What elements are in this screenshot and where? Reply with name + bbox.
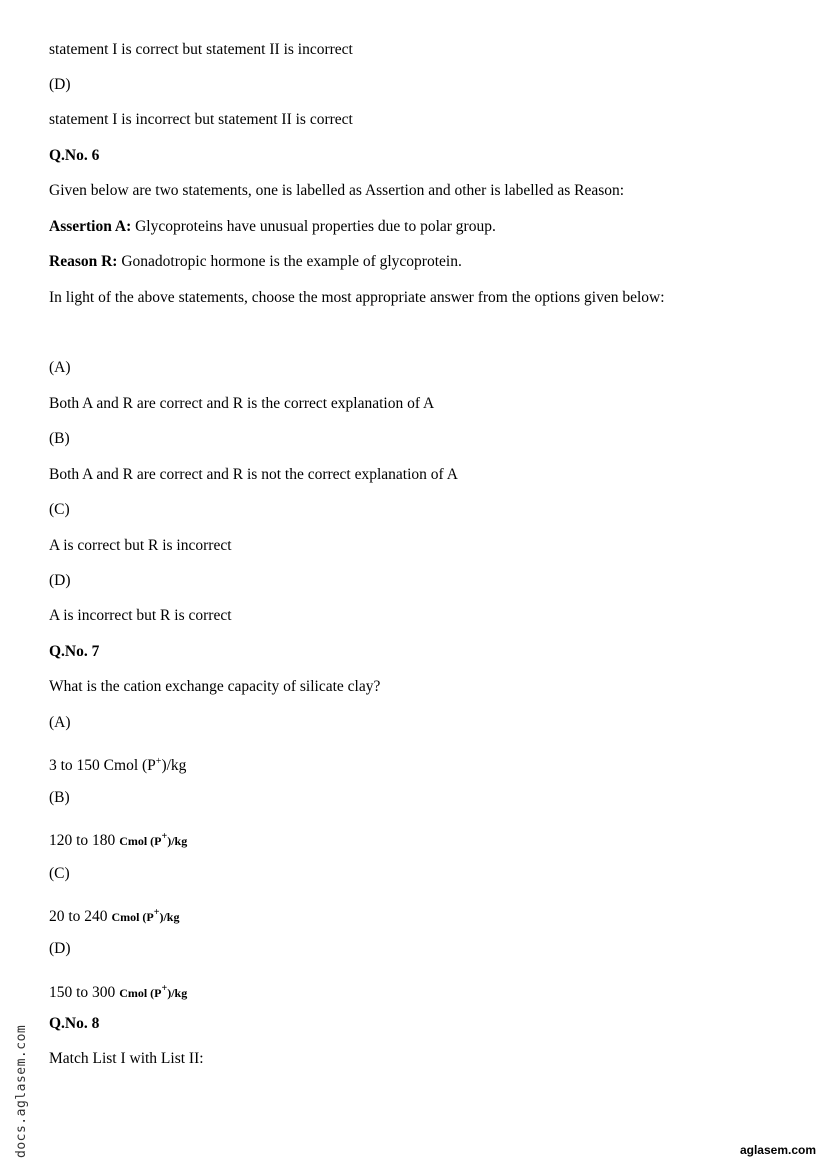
q7-c-unit — [111, 907, 180, 924]
brand-watermark: aglasem.com — [739, 1143, 816, 1157]
q7-d-sup: + — [161, 983, 168, 994]
q7-b-unit-pre: Cmol (P — [119, 834, 162, 848]
q7-option-c-label: (C) — [49, 865, 70, 882]
q6-option-c-label: (C) — [49, 501, 70, 518]
reason-text: Gonadotropic hormone is the example of glycoprotein. — [117, 253, 462, 270]
q7-c-range: 20 to 240 — [49, 908, 112, 925]
q7-option-d-text — [49, 980, 187, 1002]
question-7-heading: Q.No. 7 — [49, 643, 100, 660]
q7-c-sup: + — [153, 907, 160, 918]
q7-a-post: )/kg — [161, 757, 187, 774]
question-8-heading: Q.No. 8 — [49, 1015, 100, 1032]
q7-b-range: 120 to 180 — [49, 832, 120, 849]
q7-a-sup: + — [155, 756, 162, 767]
q6-option-b-text: Both A and R are correct and R is not the correct explanation of A — [49, 466, 458, 483]
q7-option-b-label: (B) — [49, 789, 70, 806]
side-watermark: docs.aglasem.com — [14, 1024, 29, 1158]
q7-c-unit-post: )/kg — [159, 910, 180, 924]
q6-option-b-label: (B) — [49, 430, 70, 447]
q6-option-a-text: Both A and R are correct and R is the correct explanation of A — [49, 395, 435, 412]
q7-option-d-label: (D) — [49, 940, 71, 957]
assertion-line — [49, 218, 496, 236]
q7-option-a-text — [49, 753, 186, 775]
q6-option-c-text: A is correct but R is incorrect — [49, 537, 232, 554]
q7-d-range: 150 to 300 — [49, 984, 120, 1001]
q7-d-unit-pre: Cmol (P — [119, 986, 162, 1000]
q7-option-c-text — [49, 904, 179, 926]
option-d-text: statement I is incorrect but statement II is correct — [49, 111, 353, 128]
q7-option-b-text — [49, 828, 187, 850]
question-6-intro: Given below are two statements, one is labelled as Assertion and other is labelled as Reason: — [49, 182, 625, 199]
q6-option-d-label: (D) — [49, 572, 71, 589]
reason-line — [49, 253, 462, 271]
q7-option-a-label: (A) — [49, 714, 71, 731]
q6-option-a-label: (A) — [49, 359, 71, 376]
q7-d-unit — [119, 983, 188, 1000]
q6-option-d-text: A is incorrect but R is correct — [49, 607, 232, 624]
question-8-text: Match List I with List II: — [49, 1050, 204, 1067]
q7-b-sup: + — [161, 831, 168, 842]
reason-label: Reason R: — [49, 253, 118, 270]
assertion-label: Assertion A: — [49, 218, 132, 235]
q7-c-unit-pre: Cmol (P — [111, 910, 154, 924]
q7-b-unit-post: )/kg — [167, 834, 188, 848]
assertion-text: Glycoproteins have unusual properties due to polar group. — [131, 218, 496, 235]
question-7-text: What is the cation exchange capacity of silicate clay? — [49, 678, 381, 695]
option-d-label: (D) — [49, 76, 71, 93]
q7-a-pre: 3 to 150 Cmol (P — [49, 757, 156, 774]
q7-d-unit-post: )/kg — [167, 986, 188, 1000]
question-6-heading: Q.No. 6 — [49, 147, 100, 164]
option-c-text: statement I is correct but statement II is incorrect — [49, 41, 353, 58]
question-6-instruction: In light of the above statements, choose the most appropriate answer from the options given below: — [49, 289, 665, 306]
q7-b-unit — [119, 831, 188, 848]
